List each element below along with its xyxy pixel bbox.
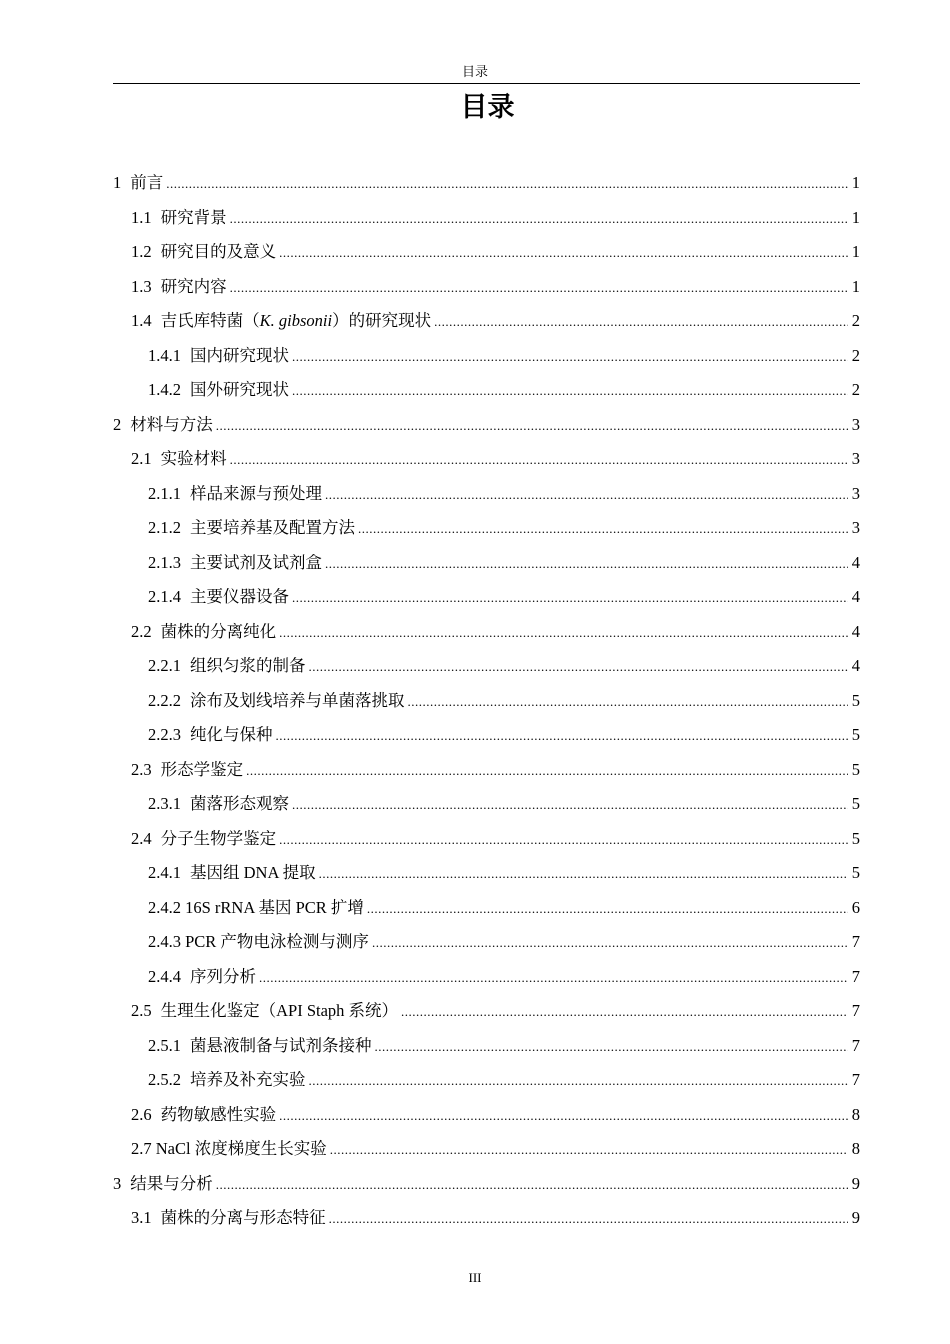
toc-entry-page: 3 xyxy=(851,449,860,468)
page-number: III xyxy=(468,1270,482,1285)
dot-leader xyxy=(319,857,848,892)
toc-entry[interactable] xyxy=(113,753,860,788)
dot-leader xyxy=(309,650,849,685)
toc-list xyxy=(113,166,860,1236)
toc-entry-label: 培养及补充实验 xyxy=(190,1070,306,1089)
toc-entry-number: 2.1 xyxy=(131,449,152,468)
dot-leader xyxy=(372,926,848,961)
dot-leader xyxy=(408,685,849,720)
toc-entry-label: 菌落形态观察 xyxy=(190,794,289,813)
dot-leader xyxy=(292,581,848,616)
toc-entry-number: 3.1 xyxy=(131,1208,152,1227)
dot-leader xyxy=(279,823,848,858)
toc-entry-number: 2.4.4 xyxy=(148,966,181,986)
toc-entry-page: 8 xyxy=(851,1104,860,1124)
running-header: 目录 xyxy=(461,64,488,79)
toc-entry-number: 2.3.1 xyxy=(148,794,181,813)
toc-entry-number: 2.2.1 xyxy=(148,656,181,675)
toc-entry[interactable] xyxy=(113,1201,860,1236)
toc-entry-page: 5 xyxy=(851,794,860,813)
toc-entry-label: 主要仪器设备 xyxy=(190,587,289,606)
species-name: K. gibsonii xyxy=(259,311,333,330)
toc-entry-page: 1 xyxy=(851,207,860,227)
toc-entry-label: 国外研究现状 xyxy=(190,380,289,399)
dot-leader xyxy=(216,1168,848,1203)
toc-entry-label: 实验材料 xyxy=(160,449,227,468)
toc-entry-number: 2.2.3 xyxy=(148,725,181,744)
dot-leader xyxy=(329,1202,848,1237)
dot-leader xyxy=(259,961,848,996)
toc-entry-page: 6 xyxy=(851,897,860,917)
toc-entry-label: 菌株的分离与形态特征 xyxy=(160,1208,326,1227)
toc-entry-label: 主要试剂及试剂盒 xyxy=(190,552,322,572)
toc-title: 目录 xyxy=(460,92,515,123)
toc-entry[interactable] xyxy=(113,718,860,753)
toc-entry-label: 菌悬液制备与试剂条接种 xyxy=(190,1035,372,1055)
toc-entry-label: 分子生物学鉴定 xyxy=(160,828,277,848)
toc-entry[interactable] xyxy=(113,856,860,891)
toc-entry-page: 3 xyxy=(851,483,860,503)
toc-entry-page: 9 xyxy=(851,1208,860,1227)
dot-leader xyxy=(358,512,848,547)
toc-entry[interactable] xyxy=(113,891,860,926)
toc-entry[interactable] xyxy=(113,546,860,581)
toc-entry-label: 基因组 DNA 提取 xyxy=(190,863,316,882)
toc-entry[interactable] xyxy=(113,684,860,719)
toc-entry-page: 1 xyxy=(851,276,860,296)
toc-entry-label: 组织匀浆的制备 xyxy=(190,656,306,675)
dot-leader xyxy=(292,788,848,823)
toc-entry[interactable] xyxy=(113,1029,860,1064)
toc-entry-page: 5 xyxy=(851,863,860,882)
dot-leader xyxy=(292,374,848,409)
toc-entry-label: 结果与分析 xyxy=(130,1173,213,1193)
toc-entry-label: 前言 xyxy=(130,173,164,192)
toc-entry[interactable] xyxy=(113,304,860,339)
toc-entry-page: 9 xyxy=(851,1173,860,1193)
toc-entry-number: 1.3 xyxy=(131,276,152,296)
dot-leader xyxy=(279,236,848,271)
dot-leader xyxy=(230,443,848,478)
dot-leader xyxy=(325,478,848,513)
dot-leader xyxy=(401,995,848,1030)
toc-entry[interactable] xyxy=(113,1132,860,1167)
toc-entry-number: 1 xyxy=(113,173,122,192)
toc-entry-page: 7 xyxy=(851,1070,860,1089)
toc-entry[interactable] xyxy=(113,994,860,1029)
toc-entry[interactable] xyxy=(113,649,860,684)
toc-entry[interactable] xyxy=(113,235,860,270)
toc-entry[interactable] xyxy=(113,822,860,857)
toc-entry-number: 2.1.4 xyxy=(148,587,181,606)
toc-entry-page: 1 xyxy=(851,173,860,192)
toc-entry-page: 2 xyxy=(851,345,860,365)
toc-entry-number: 2.1.3 xyxy=(148,552,181,572)
toc-entry[interactable] xyxy=(113,166,860,201)
toc-entry-label xyxy=(161,304,431,339)
toc-entry-label: 纯化与保种 xyxy=(190,725,273,744)
dot-leader xyxy=(166,167,848,202)
toc-entry-label-part: 吉氏库特菌（ xyxy=(160,311,260,330)
toc-entry[interactable] xyxy=(113,1098,860,1133)
toc-entry[interactable] xyxy=(113,408,860,443)
toc-entry-label: 国内研究现状 xyxy=(190,345,289,365)
toc-entry-label: 菌株的分离纯化 xyxy=(160,621,277,641)
toc-entry-label: 药物敏感性实验 xyxy=(160,1104,277,1124)
toc-entry[interactable] xyxy=(113,477,860,512)
toc-entry-page: 7 xyxy=(851,1035,860,1055)
toc-entry-number: 2.2.2 xyxy=(148,690,181,710)
toc-entry-page: 5 xyxy=(851,690,860,710)
toc-entry-number: 1.4.2 xyxy=(148,380,181,399)
toc-entry-label: 样品来源与预处理 xyxy=(190,483,322,503)
toc-entry-page: 5 xyxy=(851,828,860,848)
toc-entry-label: 序列分析 xyxy=(190,966,256,986)
dot-leader xyxy=(325,547,848,582)
toc-entry-number: 2 xyxy=(113,414,122,434)
dot-leader xyxy=(367,892,848,927)
header-divider xyxy=(113,83,860,84)
toc-entry-page: 3 xyxy=(851,414,860,434)
toc-entry[interactable] xyxy=(113,1063,860,1098)
toc-entry-number: 1.1 xyxy=(131,207,152,227)
dot-leader xyxy=(246,754,848,789)
toc-entry-number: 2.1.2 xyxy=(148,518,181,537)
toc-entry-page: 4 xyxy=(851,587,860,606)
toc-entry[interactable] xyxy=(113,373,860,408)
dot-leader xyxy=(230,271,848,306)
dot-leader xyxy=(434,305,848,340)
toc-entry[interactable] xyxy=(113,270,860,305)
toc-entry-number: 2.5 xyxy=(131,1001,152,1020)
toc-entry-number: 2.4.1 xyxy=(148,863,181,882)
dot-leader xyxy=(279,616,848,651)
toc-entry-page: 7 xyxy=(851,1001,860,1020)
toc-entry-number: 2.3 xyxy=(131,759,152,779)
toc-entry[interactable] xyxy=(113,1167,860,1202)
dot-leader xyxy=(279,1099,848,1134)
toc-entry-label: 2.7 NaCl 浓度梯度生长实验 xyxy=(131,1139,327,1158)
toc-entry[interactable] xyxy=(113,580,860,615)
toc-entry-number: 2.5.2 xyxy=(148,1070,181,1089)
toc-entry-page: 5 xyxy=(851,725,860,744)
toc-entry[interactable] xyxy=(113,787,860,822)
toc-entry-number: 1.4.1 xyxy=(148,345,181,365)
toc-entry-label: 材料与方法 xyxy=(130,414,213,434)
toc-entry[interactable] xyxy=(113,925,860,960)
toc-entry-label: 形态学鉴定 xyxy=(160,759,244,779)
toc-entry-label-part: ）的研究现状 xyxy=(332,311,432,330)
dot-leader xyxy=(276,719,849,754)
toc-entry-label: 2.4.2 16S rRNA 基因 PCR 扩增 xyxy=(148,897,364,917)
toc-entry[interactable] xyxy=(113,511,860,546)
toc-entry-number: 2.1.1 xyxy=(148,483,181,503)
toc-entry-label: 研究目的及意义 xyxy=(160,242,277,261)
toc-entry-number: 3 xyxy=(113,1173,122,1193)
toc-entry-number: 1.2 xyxy=(131,242,152,261)
toc-entry-page: 7 xyxy=(851,966,860,986)
toc-entry-page: 1 xyxy=(851,242,860,261)
toc-entry[interactable] xyxy=(113,201,860,236)
dot-leader xyxy=(375,1030,849,1065)
toc-entry-page: 4 xyxy=(851,621,860,641)
toc-entry-label: 涂布及划线培养与单菌落挑取 xyxy=(190,690,405,710)
dot-leader xyxy=(292,340,848,375)
toc-entry-number: 2.5.1 xyxy=(148,1035,181,1055)
toc-entry-label: 2.4.3 PCR 产物电泳检测与测序 xyxy=(148,932,369,951)
toc-entry-label: 研究背景 xyxy=(160,207,227,227)
toc-entry[interactable] xyxy=(113,960,860,995)
toc-entry[interactable] xyxy=(113,442,860,477)
toc-entry-page: 4 xyxy=(851,552,860,572)
toc-entry-page: 2 xyxy=(851,380,860,399)
toc-entry-page: 8 xyxy=(851,1139,860,1158)
toc-entry-page: 3 xyxy=(851,518,860,537)
toc-entry-page: 2 xyxy=(851,311,860,330)
dot-leader xyxy=(216,409,848,444)
toc-entry-label: 研究内容 xyxy=(160,276,227,296)
dot-leader xyxy=(230,202,848,237)
toc-entry-page: 7 xyxy=(851,932,860,951)
dot-leader xyxy=(330,1133,848,1168)
toc-entry-number: 2.2 xyxy=(131,621,152,641)
toc-entry-page: 4 xyxy=(851,656,860,675)
toc-entry-number: 1.4 xyxy=(131,311,152,330)
toc-entry[interactable] xyxy=(113,615,860,650)
toc-entry-number: 2.6 xyxy=(131,1104,152,1124)
toc-entry[interactable] xyxy=(113,339,860,374)
toc-entry-number: 2.4 xyxy=(131,828,152,848)
toc-entry-label: 主要培养基及配置方法 xyxy=(190,518,355,537)
dot-leader xyxy=(309,1064,849,1099)
toc-entry-label: 生理生化鉴定（API Staph 系统） xyxy=(160,1001,399,1020)
toc-entry-page: 5 xyxy=(851,759,860,779)
